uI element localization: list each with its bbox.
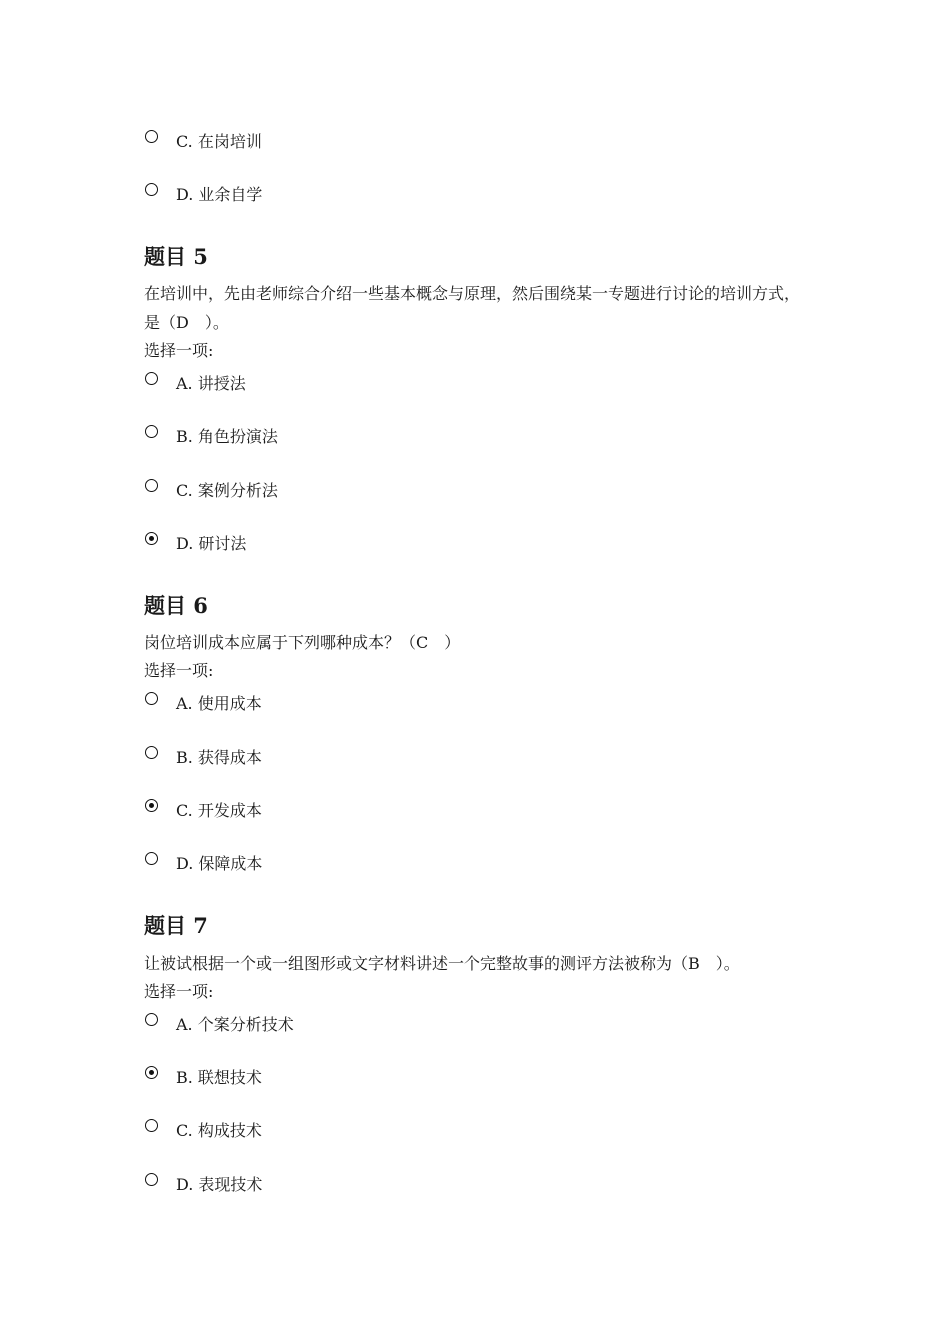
radio-button[interactable] <box>145 1013 158 1026</box>
option-label: C. 在岗培训 <box>176 132 262 151</box>
radio-button[interactable] <box>145 183 158 196</box>
radio-button[interactable] <box>145 372 158 385</box>
option-label: C. 案例分析法 <box>176 481 278 500</box>
question-prompt: 选择一项: <box>144 341 214 360</box>
option-label: B. 角色扮演法 <box>176 427 278 446</box>
radio-button[interactable] <box>145 852 158 865</box>
radio-button[interactable] <box>145 532 158 545</box>
option-c[interactable] <box>144 799 744 823</box>
radio-button[interactable] <box>145 1066 158 1079</box>
option-label: B. 联想技术 <box>176 1068 262 1087</box>
question-heading: 题目 5 <box>144 244 208 269</box>
question-text: 在培训中，先由老师综合介绍一些基本概念与原理，然后围绕某一专题进行讨论的培训方式，是（D ）。 <box>144 284 801 332</box>
radio-button[interactable] <box>145 130 158 143</box>
option-c[interactable] <box>144 1119 744 1143</box>
option-label: D. 保障成本 <box>176 854 263 873</box>
option-label: A. 使用成本 <box>176 694 262 713</box>
option-d[interactable] <box>144 1173 744 1197</box>
question-prompt: 选择一项: <box>144 661 214 680</box>
option-label: A. 个案分析技术 <box>176 1015 294 1034</box>
option-prev-d[interactable] <box>144 183 744 207</box>
option-label: C. 开发成本 <box>176 801 262 820</box>
radio-button[interactable] <box>145 746 158 759</box>
option-a[interactable] <box>144 692 744 716</box>
option-c[interactable] <box>144 479 744 503</box>
radio-button[interactable] <box>145 1173 158 1186</box>
option-d[interactable] <box>144 532 744 556</box>
radio-button[interactable] <box>145 692 158 705</box>
option-label: D. 业余自学 <box>176 185 263 204</box>
question-heading: 题目 6 <box>144 593 208 618</box>
option-b[interactable] <box>144 1066 744 1090</box>
radio-button[interactable] <box>145 479 158 492</box>
radio-button[interactable] <box>145 1119 158 1132</box>
option-label: A. 讲授法 <box>176 374 246 393</box>
option-a[interactable] <box>144 372 744 396</box>
radio-button[interactable] <box>145 425 158 438</box>
option-b[interactable] <box>144 746 744 770</box>
option-label: D. 表现技术 <box>176 1175 263 1194</box>
option-b[interactable] <box>144 425 744 449</box>
question-prompt: 选择一项: <box>144 982 214 1001</box>
radio-button[interactable] <box>145 799 158 812</box>
option-label: D. 研讨法 <box>176 534 247 553</box>
option-label: C. 构成技术 <box>176 1121 262 1140</box>
option-prev-c[interactable] <box>144 130 744 154</box>
option-d[interactable] <box>144 852 744 876</box>
option-a[interactable] <box>144 1013 744 1037</box>
question-text: 让被试根据一个或一组图形或文字材料讲述一个完整故事的测评方法被称为（B ）。 <box>144 954 740 973</box>
question-text: 岗位培训成本应属于下列哪种成本？（C ） <box>144 633 461 652</box>
option-label: B. 获得成本 <box>176 748 262 767</box>
question-heading: 题目 7 <box>144 913 208 938</box>
